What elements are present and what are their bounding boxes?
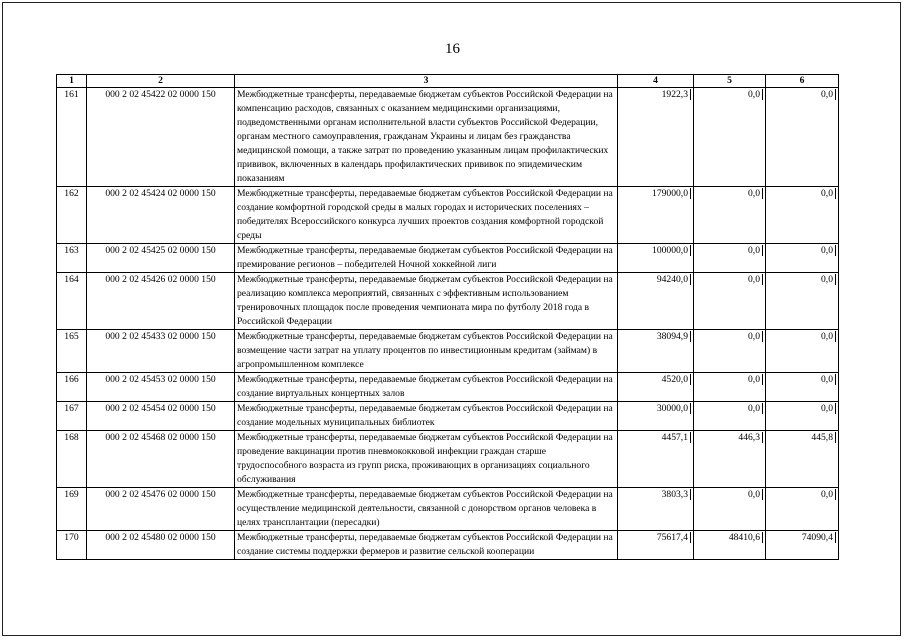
value-col-5-cell xyxy=(694,273,766,330)
column-header: 4 xyxy=(618,75,694,88)
value-col-4: 94240,0 xyxy=(657,274,691,285)
row-description: Межбюджетные трансферты, передаваемые бюджетам субъектов Российской Федерации на компенсацию расходов, связанных с оказанием медицинскими организациями, подведомственными органам исполнительной власти субъектов Российской Федерации, органам местного самоуправления, гражданам Украины и лицам без гражданства медицинской помощи, а также затрат по проведению указанным лицам профилактических прививок, включенных в календарь профилактических прививок по эпидемическим показаниям xyxy=(235,88,618,187)
row-number: 162 xyxy=(57,187,87,244)
value-col-5: 0,0 xyxy=(748,89,763,100)
row-description: Межбюджетные трансферты, передаваемые бюджетам субъектов Российской Федерации на осуществление медицинской деятельности, связанной с донорством органов человека в целях трансплантации (пересадки) xyxy=(235,488,618,531)
budget-code: 000 2 02 45426 02 0000 150 xyxy=(87,273,235,330)
value-col-4: 38094,9 xyxy=(657,331,691,342)
page-number: 16 xyxy=(445,41,460,57)
value-col-4-cell xyxy=(618,273,694,330)
value-col-6-cell xyxy=(766,330,839,373)
row-number: 167 xyxy=(57,402,87,431)
value-col-5: 0,0 xyxy=(748,274,763,285)
row-description: Межбюджетные трансферты, передаваемые бюджетам субъектов Российской Федерации на возмещение части затрат на уплату процентов по инвестиционным кредитам (займам) в агропромышленном комплексе xyxy=(235,330,618,373)
value-col-5: 0,0 xyxy=(748,374,763,385)
table-row xyxy=(57,88,839,187)
budget-table xyxy=(56,74,839,560)
value-col-4: 179000,0 xyxy=(652,188,691,199)
value-col-6-cell xyxy=(766,488,839,531)
value-col-4: 3803,3 xyxy=(662,489,691,500)
table-row xyxy=(57,431,839,488)
row-number: 168 xyxy=(57,431,87,488)
row-number: 165 xyxy=(57,330,87,373)
row-description: Межбюджетные трансферты, передаваемые бюджетам субъектов Российской Федерации на создание виртуальных концертных залов xyxy=(235,373,618,402)
table-row xyxy=(57,402,839,431)
budget-code: 000 2 02 45424 02 0000 150 xyxy=(87,187,235,244)
row-description: Межбюджетные трансферты, передаваемые бюджетам субъектов Российской Федерации на создание модельных муниципальных библиотек xyxy=(235,402,618,431)
table-row xyxy=(57,244,839,273)
row-description: Межбюджетные трансферты, передаваемые бюджетам субъектов Российской Федерации на реализацию комплекса мероприятий, связанных с эффективным использованием тренировочных площадок после проведения чемпионата мира по футболу 2018 года в Российской Федерации xyxy=(235,273,618,330)
value-col-5-cell xyxy=(694,330,766,373)
row-description: Межбюджетные трансферты, передаваемые бюджетам субъектов Российской Федерации на создание комфортной городской среды в малых городах и исторических поселениях – победителях Всероссийского конкурса лучших проектов создания комфортной городской среды xyxy=(235,187,618,244)
value-col-5-cell xyxy=(694,88,766,187)
value-col-5: 48410,6 xyxy=(729,532,763,543)
value-col-6-cell xyxy=(766,244,839,273)
row-description: Межбюджетные трансферты, передаваемые бюджетам субъектов Российской Федерации на проведение вакцинации против пневмококковой инфекции граждан старше трудоспособного возраста из групп риска, проживающих в организациях социального обслуживания xyxy=(235,431,618,488)
value-col-4: 75617,4 xyxy=(657,532,691,543)
value-col-5-cell xyxy=(694,373,766,402)
value-col-6: 0,0 xyxy=(821,331,836,342)
value-col-6: 0,0 xyxy=(821,374,836,385)
value-col-4-cell xyxy=(618,244,694,273)
value-col-4-cell xyxy=(618,431,694,488)
row-description: Межбюджетные трансферты, передаваемые бюджетам субъектов Российской Федерации на создание системы поддержки фермеров и развитие сельской кооперации xyxy=(235,531,618,560)
value-col-5-cell xyxy=(694,187,766,244)
value-col-4-cell xyxy=(618,88,694,187)
row-number: 164 xyxy=(57,273,87,330)
value-col-4-cell xyxy=(618,330,694,373)
column-header: 1 xyxy=(57,75,87,88)
table-row xyxy=(57,187,839,244)
value-col-5: 0,0 xyxy=(748,403,763,414)
value-col-5: 0,0 xyxy=(748,245,763,256)
value-col-6-cell xyxy=(766,88,839,187)
value-col-6: 0,0 xyxy=(821,89,836,100)
value-col-5-cell xyxy=(694,402,766,431)
value-col-4: 4520,0 xyxy=(662,374,691,385)
budget-code: 000 2 02 45453 02 0000 150 xyxy=(87,373,235,402)
value-col-6-cell xyxy=(766,531,839,560)
value-col-4-cell xyxy=(618,488,694,531)
value-col-6: 445,8 xyxy=(811,432,836,443)
value-col-6: 74090,4 xyxy=(802,532,836,543)
table-row xyxy=(57,373,839,402)
value-col-6: 0,0 xyxy=(821,245,836,256)
value-col-5: 0,0 xyxy=(748,331,763,342)
value-col-6-cell xyxy=(766,431,839,488)
value-col-6-cell xyxy=(766,273,839,330)
value-col-5: 0,0 xyxy=(748,489,763,500)
value-col-6-cell xyxy=(766,187,839,244)
value-col-4-cell xyxy=(618,187,694,244)
value-col-6: 0,0 xyxy=(821,188,836,199)
value-col-4: 4457,1 xyxy=(662,432,691,443)
column-header: 2 xyxy=(87,75,235,88)
header-row xyxy=(57,75,839,88)
value-col-5-cell xyxy=(694,431,766,488)
budget-code: 000 2 02 45454 02 0000 150 xyxy=(87,402,235,431)
budget-code: 000 2 02 45422 02 0000 150 xyxy=(87,88,235,187)
table-row xyxy=(57,488,839,531)
table-row xyxy=(57,330,839,373)
column-header: 5 xyxy=(694,75,766,88)
value-col-5-cell xyxy=(694,244,766,273)
table-row xyxy=(57,273,839,330)
value-col-5: 0,0 xyxy=(748,188,763,199)
column-header: 6 xyxy=(766,75,839,88)
value-col-4: 30000,0 xyxy=(657,403,691,414)
value-col-4-cell xyxy=(618,373,694,402)
row-number: 163 xyxy=(57,244,87,273)
value-col-4-cell xyxy=(618,531,694,560)
row-number: 161 xyxy=(57,88,87,187)
value-col-5-cell xyxy=(694,531,766,560)
budget-code: 000 2 02 45425 02 0000 150 xyxy=(87,244,235,273)
budget-code: 000 2 02 45480 02 0000 150 xyxy=(87,531,235,560)
row-number: 166 xyxy=(57,373,87,402)
value-col-6: 0,0 xyxy=(821,403,836,414)
value-col-4: 1922,3 xyxy=(662,89,691,100)
row-number: 169 xyxy=(57,488,87,531)
row-description: Межбюджетные трансферты, передаваемые бюджетам субъектов Российской Федерации на премирование регионов – победителей Ночной хоккейной лиги xyxy=(235,244,618,273)
value-col-4: 100000,0 xyxy=(652,245,691,256)
budget-code: 000 2 02 45468 02 0000 150 xyxy=(87,431,235,488)
value-col-5-cell xyxy=(694,488,766,531)
value-col-4-cell xyxy=(618,402,694,431)
table-row xyxy=(57,531,839,560)
value-col-6-cell xyxy=(766,373,839,402)
budget-code: 000 2 02 45433 02 0000 150 xyxy=(87,330,235,373)
value-col-6-cell xyxy=(766,402,839,431)
value-col-6: 0,0 xyxy=(821,274,836,285)
column-header: 3 xyxy=(235,75,618,88)
value-col-6: 0,0 xyxy=(821,489,836,500)
value-col-5: 446,3 xyxy=(738,432,763,443)
row-number: 170 xyxy=(57,531,87,560)
budget-code: 000 2 02 45476 02 0000 150 xyxy=(87,488,235,531)
